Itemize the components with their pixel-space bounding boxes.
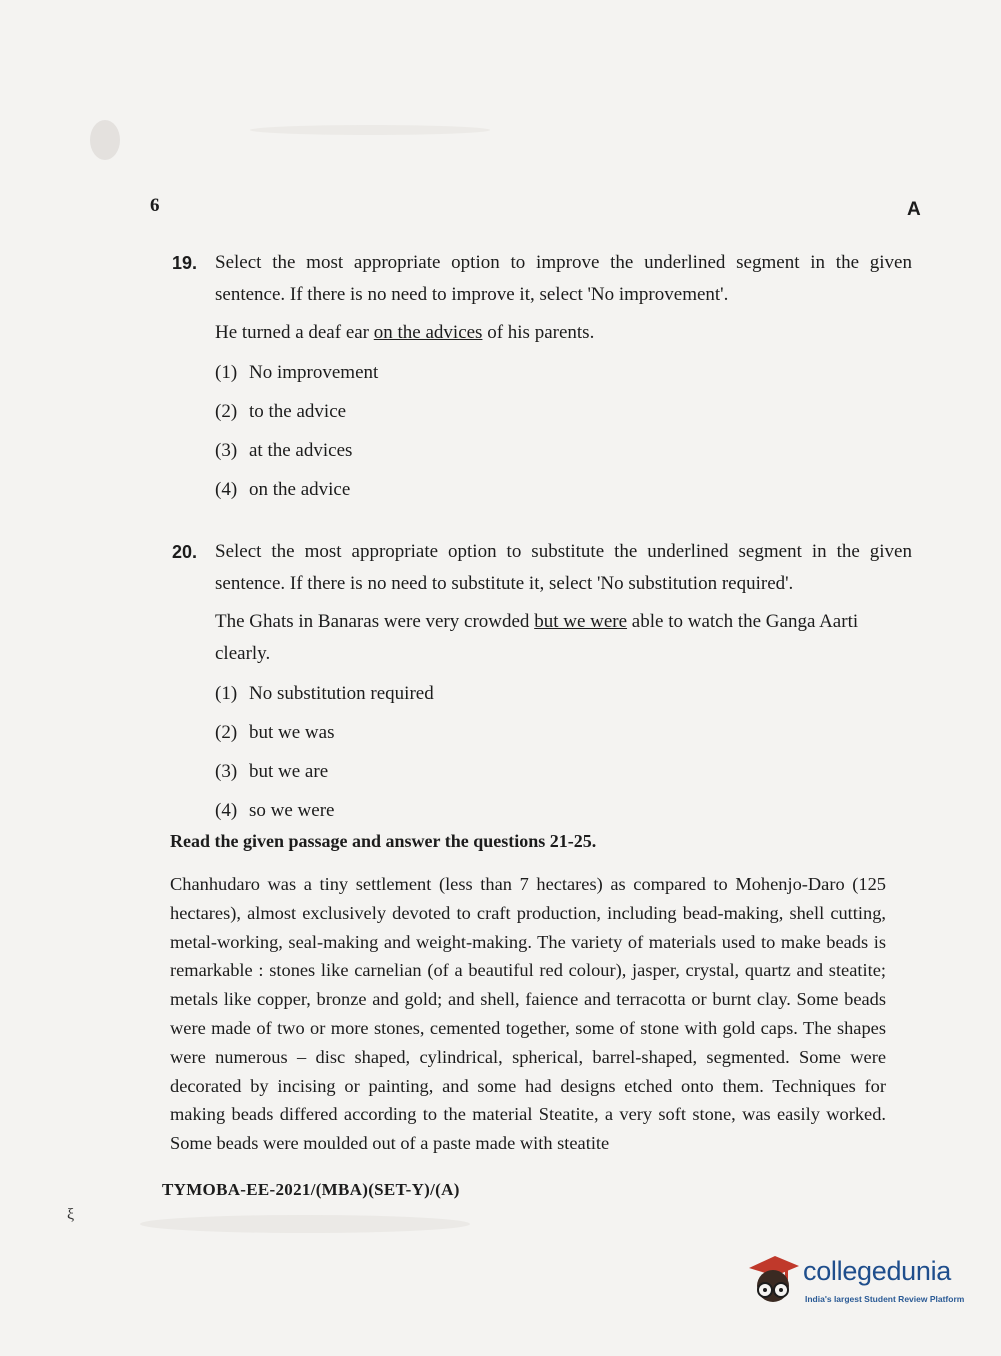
question-text: Select the most appropriate option to substitute the underlined segment in the given sentence. If there is no need to substitute it, select 'No substitution required'.: [215, 541, 912, 594]
passage-text: Chanhudaro was a tiny settlement (less than 7 hectares) as compared to Mohenjo-Daro (125 hectares), almost exclusively devoted to craft production, including bead-making, shell cutting, metal-working, seal-making and weight-making. The variety of materials used to make beads is remarkable : stones like carnelian (of a beautiful red colour), jasper, crystal, quartz and steatite; metals like copper, bronze and gold; and shell, faience and terracotta or burnt clay. Some beads were made of two or more stones, cemented together, some of stone with gold caps. The shapes were numerous – disc shaped, cylindrical, spherical, barrel-shaped, segmented. Some were decorated by incising or painting, and some had designs etched onto them. Techniques for making beads differed according to the material Steatite, a very soft stone, was easily worked. Some beads were moulded out of a paste made with steatite: [170, 874, 886, 1154]
option-number: (3): [215, 761, 238, 782]
options-list: [215, 355, 912, 511]
option-number: (2): [215, 722, 238, 743]
page-number: 6: [150, 195, 160, 216]
option-text: but we are: [249, 761, 329, 782]
brand-tagline: India's largest Student Review Platform: [805, 1294, 965, 1304]
sentence-part: The Ghats in Banaras were very crowded: [215, 611, 535, 632]
scan-smudge: [140, 1215, 470, 1233]
question-number: 20.: [172, 542, 198, 562]
option: [215, 715, 912, 754]
option: [215, 793, 912, 832]
collegedunia-watermark: [745, 1250, 975, 1312]
question-number: 19.: [172, 253, 198, 273]
option: [215, 676, 912, 715]
brand-name: collegedunia: [803, 1256, 952, 1286]
option-text: at the advices: [249, 440, 353, 461]
sentence-part: of his parents.: [482, 322, 595, 343]
question-sentence: [215, 606, 912, 670]
option-text: so we were: [249, 800, 335, 821]
edge-mark: ξ: [67, 1206, 75, 1223]
option: [215, 433, 912, 472]
option-text: No improvement: [249, 362, 379, 383]
paper-code: TYMOBA-EE-2021/(MBA)(SET-Y)/(A): [162, 1180, 460, 1199]
option-number: (4): [215, 479, 238, 500]
option-text: but we was: [249, 722, 335, 743]
option-number: (4): [215, 800, 238, 821]
option: [215, 355, 912, 394]
option-number: (1): [215, 683, 238, 704]
option: [215, 394, 912, 433]
set-letter: A: [907, 199, 921, 220]
question-20: [172, 536, 912, 832]
option-number: (2): [215, 401, 238, 422]
option: [215, 472, 912, 511]
passage-heading: Read the given passage and answer the questions 21-25.: [170, 831, 597, 851]
question-19: [172, 247, 912, 511]
sentence-part: able to watch the Ganga Aarti clearly.: [215, 611, 859, 664]
sentence-part: He turned a deaf ear: [215, 322, 374, 343]
option-number: (3): [215, 440, 238, 461]
scan-smudge: [90, 120, 120, 160]
options-list: [215, 676, 912, 832]
option-text: No substitution required: [249, 683, 434, 704]
underlined-segment: but we were: [534, 611, 628, 632]
question-sentence: [215, 317, 912, 349]
question-text: Select the most appropriate option to improve the underlined segment in the given sentence. If there is no need to improve it, select 'No improvement'.: [215, 252, 912, 305]
mascot-logo-icon: [745, 1252, 801, 1308]
option: [215, 754, 912, 793]
option-text: to the advice: [249, 401, 347, 422]
option-text: on the advice: [249, 479, 351, 500]
scan-smudge: [250, 125, 490, 135]
underlined-segment: on the advices: [373, 322, 483, 343]
option-number: (1): [215, 362, 238, 383]
